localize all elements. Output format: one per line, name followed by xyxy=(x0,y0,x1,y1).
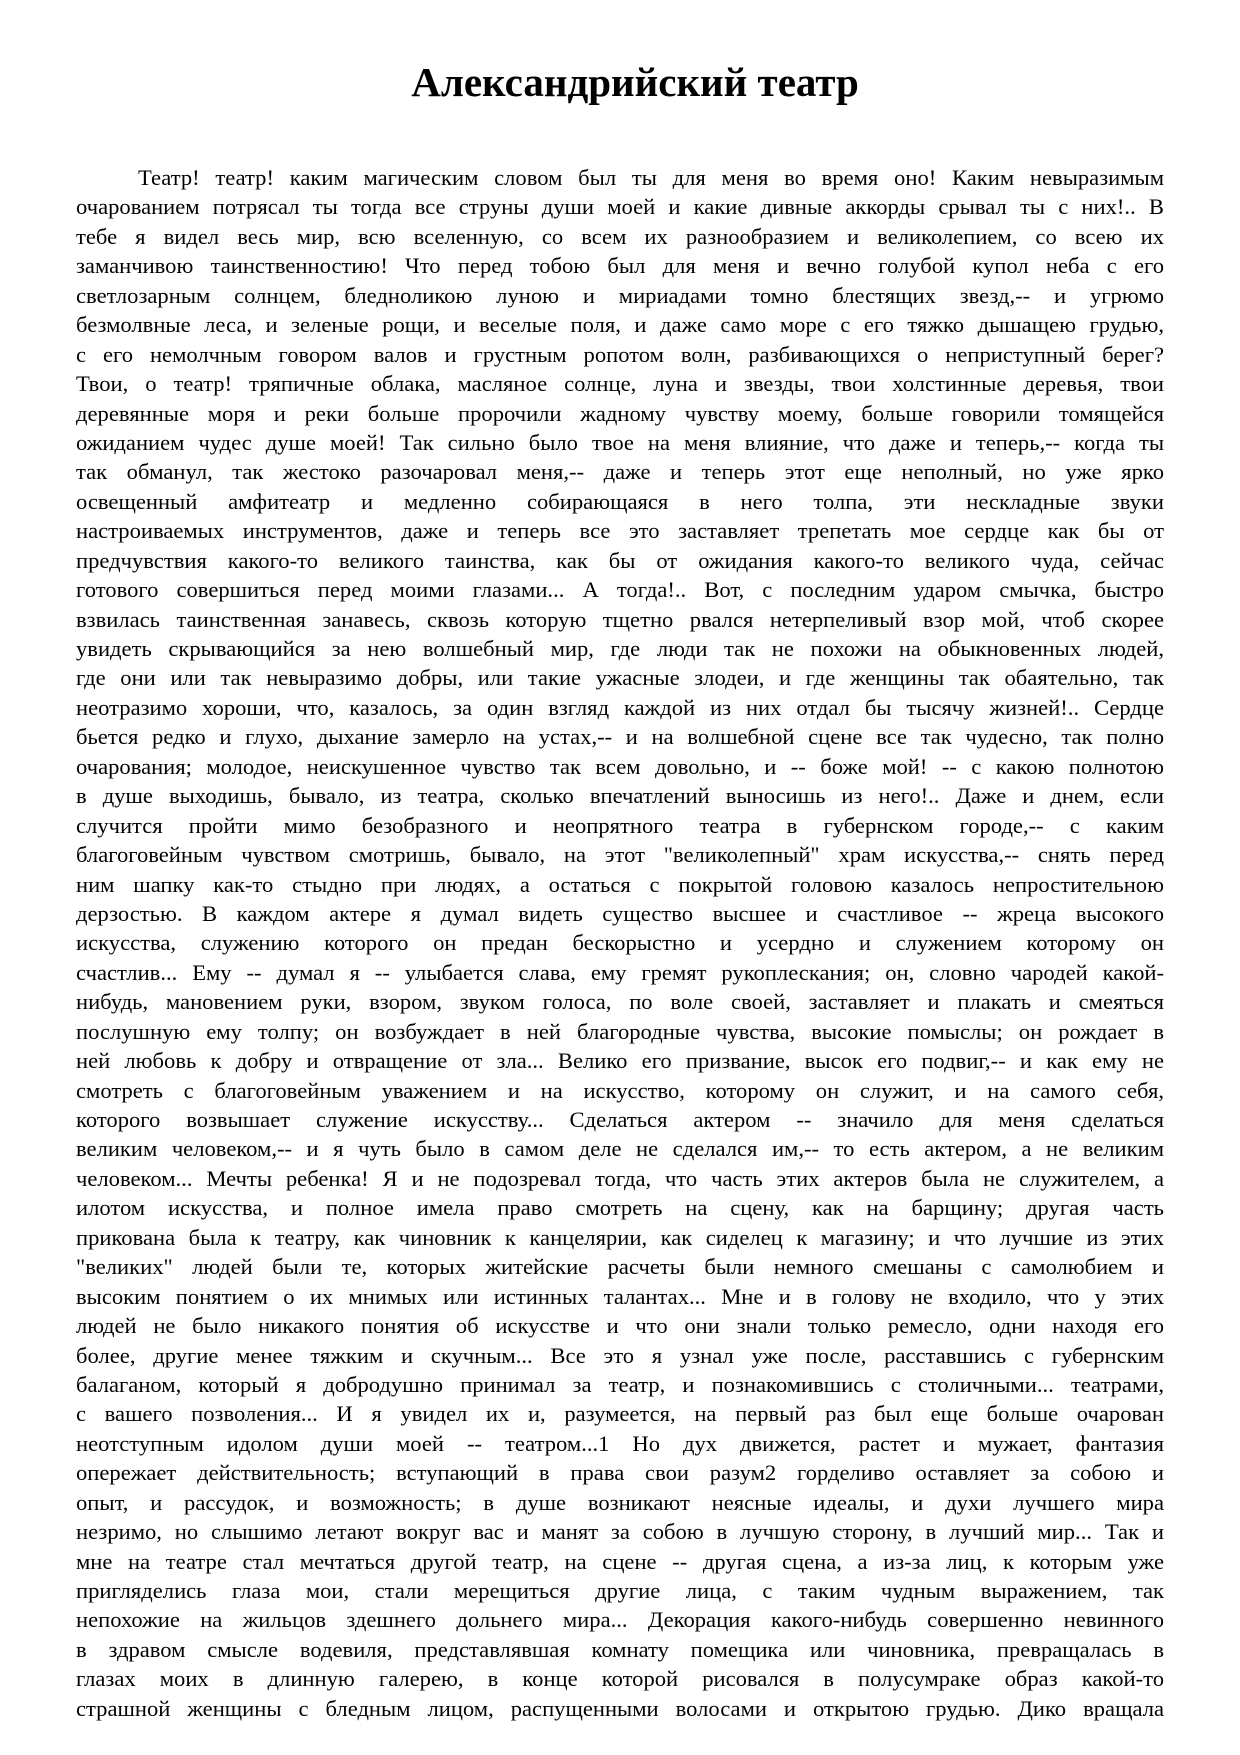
text-line: незримо, но слышимо летают вокруг вас и манят за собою в лучшую сторону, в лучший мир... Так и xyxy=(76,1519,1164,1545)
text-line: смотреть с благоговейным уважением и на искусство, которому он служит, и на самого себя, xyxy=(76,1077,1164,1103)
text-line: глазах моих в длинную галерею, в конце которой рисовался в полусумраке образ какой-то xyxy=(76,1666,1164,1692)
text-line: человеком... Мечты ребенка! Я и не подозревал тогда, что часть этих актеров была не служителем, а xyxy=(76,1165,1164,1191)
text-line: прикована была к театру, как чиновник к канцелярии, как сиделец к магазину; и что лучшие из этих xyxy=(76,1224,1164,1250)
text-line: опыт, и рассудок, и возможность; в душе возникают неясные идеалы, и духи лучшего мира xyxy=(76,1489,1164,1515)
text-line: тебе я видел весь мир, всю вселенную, со всем их разнообразием и великолепием, со всею их xyxy=(76,223,1164,249)
text-line: нибудь, мановением руки, взором, звуком голоса, по воле своей, заставляет и плакать и смеяться xyxy=(76,989,1164,1015)
text-line: случится пройти мимо безобразного и неопрятного театра в губернском городе,-- с каким xyxy=(76,812,1164,838)
text-line: в здравом смысле водевиля, представлявшая комнату помещика или чиновника, превращалась в xyxy=(76,1636,1164,1662)
text-line: благоговейным чувством смотришь, бывало, на этот "великолепный" храм искусства,-- снять перед xyxy=(76,842,1164,868)
text-line: Театр! театр! каким магическим словом был ты для меня во время оно! Каким невыразимым xyxy=(138,165,1164,190)
text-line: настроиваемых инструментов, даже и теперь все это заставляет трепетать мое сердце как бы от xyxy=(76,518,1164,544)
text-line: взвилась таинственная занавесь, сквозь которую тщетно рвался нетерпеливый взор мой, чтоб скорее xyxy=(76,606,1164,632)
text-line: ожиданием чудес душе моей! Так сильно было твое на меня влияние, что даже и теперь,-- когда ты xyxy=(76,429,1164,455)
text-line: послушную ему толпу; он возбуждает в ней благородные чувства, высокие помыслы; он рождает в xyxy=(76,1018,1164,1044)
text-line: увидеть скрывающийся за нею волшебный мир, где люди так не похожи на обыкновенных людей, xyxy=(76,636,1164,661)
document-title: Александрийский театр xyxy=(411,59,859,105)
text-line: освещенный амфитеатр и медленно собирающаяся в него толпа, эти нескладные звуки xyxy=(76,488,1164,514)
text-line: светлозарным солнцем, бледноликою луною и мириадами томно блестящих звезд,-- и угрюмо xyxy=(76,282,1164,308)
text-line: где они или так невыразимо добры, или такие ужасные злодеи, и где женщины так обаятельно, так xyxy=(76,665,1164,691)
text-line: в душе выходишь, бывало, из театра, сколько впечатлений выносишь из него!.. Даже и днем, если xyxy=(76,783,1164,809)
text-line: Твои, о театр! тряпичные облака, масляное солнце, луна и звезды, твои холстинные деревья, твои xyxy=(76,371,1164,397)
text-line: деревянные моря и реки больше пророчили жадному чувству моему, больше говорили томящейся xyxy=(76,400,1164,426)
text-line: непохожие на жильцов здешнего дольнего мира... Декорация какого-нибудь совершенно невинного xyxy=(76,1607,1164,1633)
text-line: страшной женщины с бледным лицом, распущенными волосами и открытою грудью. Дико вращала xyxy=(76,1695,1164,1721)
text-line: "великих" людей были те, которых житейские расчеты были немного смешаны с самолюбием и xyxy=(76,1254,1164,1280)
text-line: готового совершиться перед моими глазами... А тогда!.. Вот, с последним ударом смычка, быстро xyxy=(76,577,1164,603)
text-line: неотступным идолом души моей -- театром...1 Но дух движется, растет и мужает, фантазия xyxy=(76,1430,1164,1456)
text-line: которого возвышает служение искусству... Сделаться актером -- значило для меня сделаться xyxy=(76,1107,1164,1132)
text-line: бьется редко и глухо, дыхание замерло на устах,-- и на волшебной сцене все так чудесно, так полно xyxy=(76,724,1164,750)
text-line: очарования; молодое, неискушенное чувство так всем довольно, и -- боже мой! -- с какою полнотою xyxy=(76,753,1164,779)
text-line: счастлив... Ему -- думал я -- улыбается слава, ему гремят рукоплескания; он, словно чародей какой- xyxy=(76,959,1164,985)
text-line: балаганом, который я добродушно принимал за театр, и познакомившись с столичными... театрами, xyxy=(76,1371,1164,1397)
text-line: более, другие менее тяжким и скучным... Все это я узнал уже после, расставшись с губернским xyxy=(76,1342,1164,1368)
text-line: илотом искусства, и полное имела право смотреть на сцену, как на барщину; другая часть xyxy=(76,1195,1164,1221)
text-line: ним шапку как-то стыдно при людях, а остаться с покрытой головою казалось непростительною xyxy=(76,871,1164,897)
text-line: пригляделись глаза мои, стали мерещиться другие лица, с таким чудным выражением, так xyxy=(76,1578,1164,1603)
text-line: искусства, служению которого он предан бескорыстно и усердно и служением которому он xyxy=(76,930,1164,956)
text-line: людей не было никакого понятия об искусстве и что они знали только ремесло, одни находя его xyxy=(76,1313,1164,1339)
text-line: опережает действительность; вступающий в права свои разум2 горделиво оставляет за собою и xyxy=(76,1460,1164,1486)
text-line: великим человеком,-- и я чуть было в самом деле не сделался им,-- то есть актером, а не великим xyxy=(76,1136,1164,1162)
text-line: ней любовь к добру и отвращение от зла... Велико его призвание, высок его подвиг,-- и как ему не xyxy=(76,1048,1164,1074)
text-line: так обманул, так жестоко разочаровал меня,-- даже и теперь этот еще неполный, но уже ярко xyxy=(76,459,1164,485)
body-paragraph xyxy=(76,163,1164,1723)
text-line: с вашего позволения... И я увидел их и, разумеется, на первый раз был еще больше очарован xyxy=(76,1401,1164,1427)
text-line: высоким понятием о их мнимых или истинных талантах... Мне и в голову не входило, что у этих xyxy=(76,1283,1164,1309)
text-line: неотразимо хороши, что, казалось, за один взгляд каждой из них отдал бы тысячу жизней!.. Сердце xyxy=(76,694,1164,720)
text-line: мне на театре стал мечтаться другой театр, на сцене -- другая сцена, а из-за лиц, к которым уже xyxy=(76,1548,1164,1574)
text-line: предчувствия какого-то великого таинства, как бы от ожидания какого-то великого чуда, сейчас xyxy=(76,547,1164,573)
text-line: с его немолчным говором валов и грустным ропотом волн, разбивающихся о неприступный берег? xyxy=(76,341,1164,367)
text-line: заманчивою таинственностию! Что перед тобою был для меня и вечно голубой купол неба с его xyxy=(76,253,1164,279)
text-line: дерзостью. В каждом актере я думал видеть существо высшее и счастливое -- жреца высокого xyxy=(76,900,1164,926)
text-line: безмолвные леса, и зеленые рощи, и веселые поля, и даже само море с его тяжко дышащею грудью, xyxy=(76,312,1164,338)
text-line: очарованием потрясал ты тогда все струны души моей и какие дивные аккорды срывал ты с них!.. В xyxy=(76,194,1164,220)
